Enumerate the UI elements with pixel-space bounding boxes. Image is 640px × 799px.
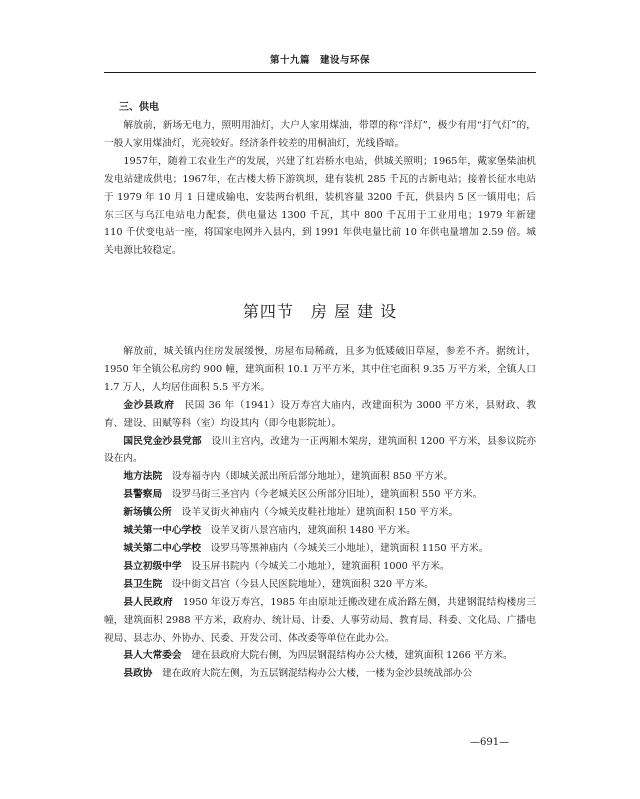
running-header: 第十九篇 建设与环保: [269, 55, 370, 66]
entry-text: 建在政府大院左侧，为五层钢混结构办公大楼，一楼为金沙县统战部办公: [152, 668, 473, 680]
housing-entry: [104, 665, 536, 683]
entry-lead: 县卫生院: [123, 578, 163, 590]
power-paragraph-1: 解放前，新场无电力，照明用油灯，大户人家用煤油，带罩的称“洋灯”，极少有用“打气灯”的，一般人家用煤油灯，光亮较好。经济条件较差的用桐油灯，光线昏暗。: [104, 120, 536, 149]
entry-text: 建在县政府大院右侧，为四层钢混结构办公大楼，建筑面积 1266 平方米。: [181, 650, 513, 662]
entry-text: 民国 36 年（1941）设万寿宫大庙内，改建面积为 3000 平方米，县财政、教育、建设、田赋等科（室）均设其内（即今电影院址）。: [104, 399, 537, 429]
housing-entry: [104, 647, 536, 665]
housing-section: [104, 343, 536, 683]
entry-lead: 县警察局: [123, 489, 163, 501]
entry-text: 设罗马街三圣宫内（今老城关区公所部分旧址），建筑面积 550 平方米。: [162, 489, 483, 501]
entry-lead: 县人民政府: [123, 596, 173, 608]
housing-intro: 解放前，城关镇内住房发展缓慢，房屋布局稀疏，且多为低矮破旧草屋，参差不齐。据统计，1950 年全镇公私房约 900 幢，建筑面积 10.1 万平方米，其中住宅面积 9.35 万平方米，全镇人口 1.7 万人，人均居住面积 5.5 平方米。: [104, 346, 536, 393]
housing-entry: [104, 504, 536, 522]
entry-text: 1950 年设万寿宫，1985 年由原址迁搬改建在成治路左侧，共建钢混结构楼房三幢，建筑面积 2988 平方米，政府办、统计局、计委、人事劳动局、教育局、科委、文化局、广播电视局、县志办、外协办、民委、开发公司、体改委等单位在此办公。: [104, 596, 537, 644]
entry-text: 设玉屏书院内（今城关二小地址），建筑面积 1000 平方米。: [181, 560, 450, 572]
entry-text: 设羊叉街火神庙内（今城关皮鞋社地址）建筑面积 150 平方米。: [171, 507, 459, 519]
entry-lead: 城关第一中心学校: [123, 525, 201, 537]
entry-lead: 地方法院: [123, 471, 163, 483]
housing-entry: [104, 468, 536, 486]
entry-text: 设罗马等黑神庙内（今城关三小地址），建筑面积 1150 平方米。: [200, 542, 489, 554]
section-title: 第四节 房 屋 建 设: [242, 302, 398, 321]
entry-lead: 金沙县政府: [123, 399, 175, 411]
power-paragraph-2: 1957年，随着工农业生产的发展，兴建了红岩桥水电站，供城关照明；1965年，戴家堡柴油机发电站建成供电；1967年，在古楼大桥下游筑坝，建有装机 285 千瓦的古新电站；接着长征水电站于 1979 年 10 月 1 日建成输电，安装两台机组，装机容量 3200 千瓦，供县内 5 区一镇用电；后东三区与乌江电站电力配套，供电量达 1300 千瓦，其中 800 千瓦用于工业用电；1979 年新建 110 千伏变电站一座，将国家电网并入县内，到 1991 年供电量比前 10 年供电量增加 2.59 倍。城关电源比较稳定。: [104, 155, 536, 257]
entry-lead: 县立初级中学: [123, 560, 182, 572]
entry-lead: 县政协: [123, 668, 153, 680]
entry-lead: 新场镇公所: [123, 507, 172, 519]
power-section: [104, 99, 536, 260]
housing-entry: [104, 558, 536, 576]
power-heading: 三、供电: [119, 102, 159, 113]
entry-lead: 城关第二中心学校: [123, 542, 201, 554]
entry-text: 设寿福寺内（即城关派出所后部分地址），建筑面积 850 平方米。: [162, 471, 454, 483]
entry-lead: 国民党金沙县党部: [123, 435, 202, 447]
housing-entry: [104, 486, 536, 504]
housing-entry: [104, 594, 536, 648]
housing-entry: [104, 576, 536, 594]
housing-entry: [104, 433, 536, 469]
entry-text: 设中街文昌宫（今县人民医院地址），建筑面积 320 平方米。: [162, 578, 434, 590]
housing-entry: [104, 522, 536, 540]
housing-entry: [104, 540, 536, 558]
entry-text: 设川主宫内，改建为一正两厢木架房，建筑面积 1200 平方米，县参议院亦设在内。: [104, 435, 536, 465]
header-rule: [104, 72, 536, 73]
housing-entry: [104, 397, 536, 433]
housing-entry-list: [104, 397, 536, 684]
entry-text: 设羊叉街八景宫庙内，建筑面积 1480 平方米。: [200, 525, 416, 537]
entry-lead: 县人大常委会: [123, 650, 182, 662]
page-number: —691—: [470, 737, 510, 748]
